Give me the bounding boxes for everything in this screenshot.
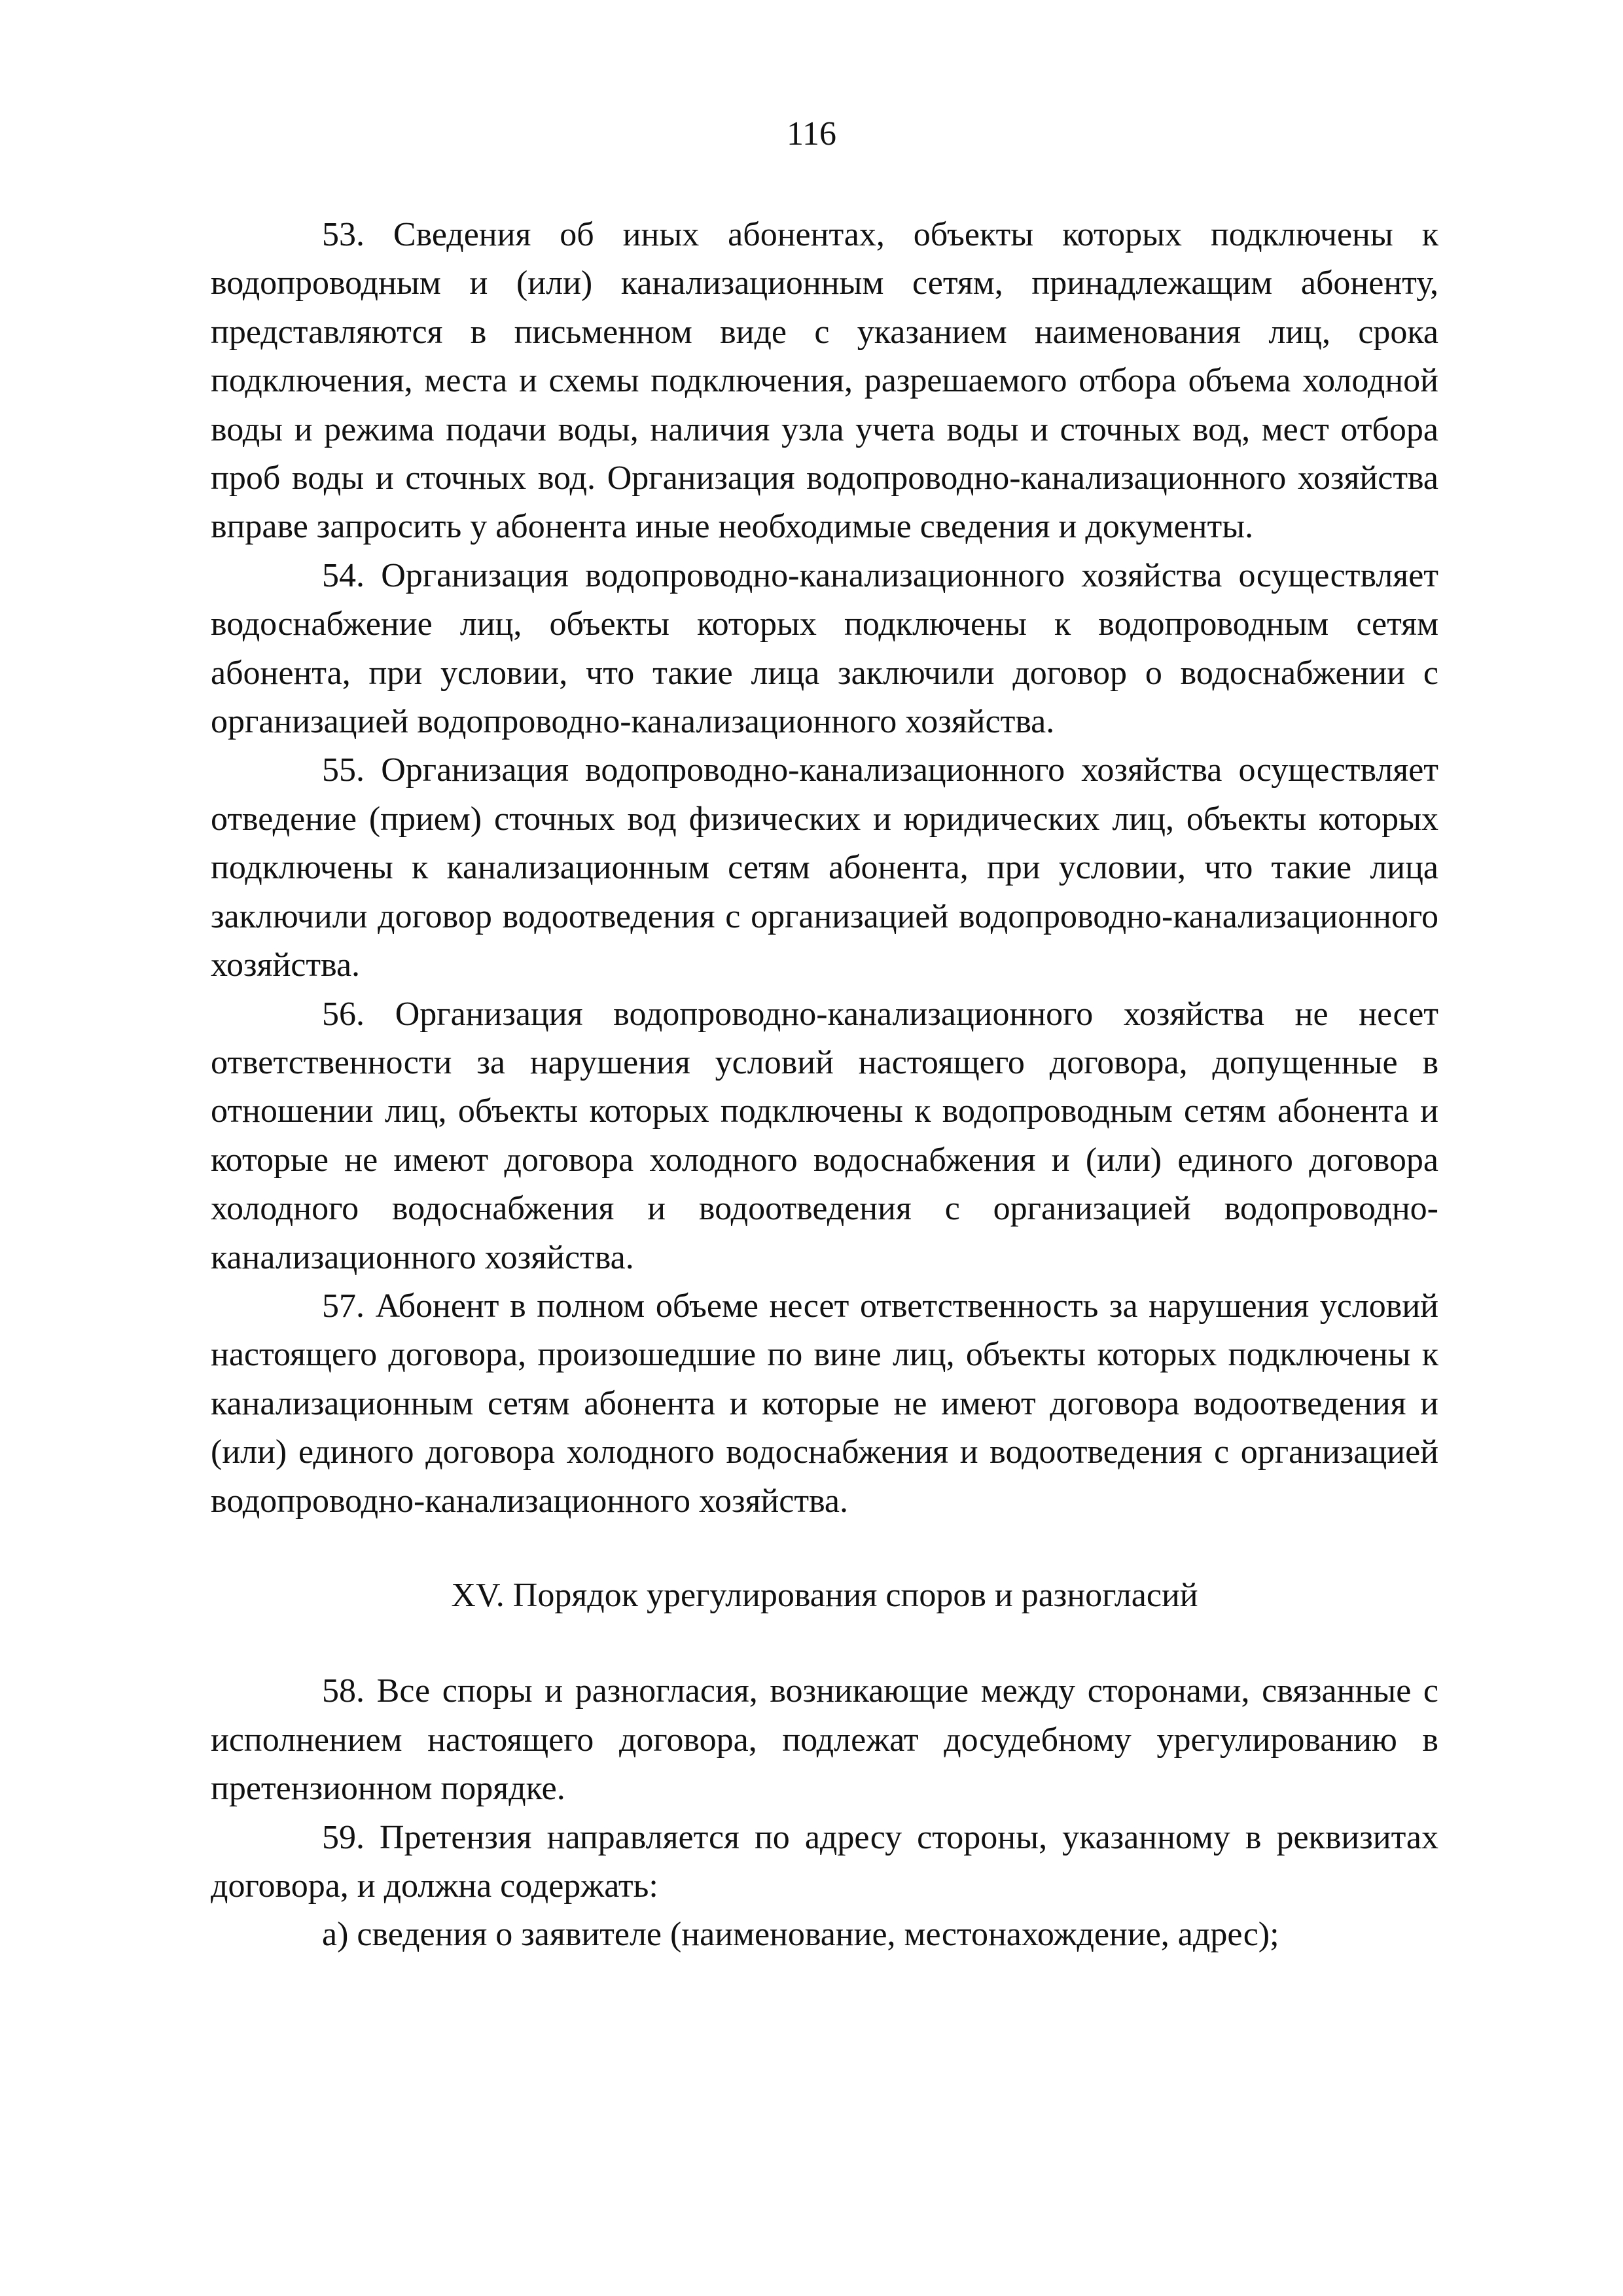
- clause-number: 55.: [322, 751, 365, 789]
- clause-number: 53.: [322, 216, 365, 253]
- clause-number: 58.: [322, 1672, 365, 1710]
- clause-55: [211, 746, 1438, 990]
- document-body: [211, 211, 1438, 1960]
- clause-58: [211, 1667, 1438, 1813]
- clause-text: Организация водопроводно-канализационного хозяйства осуществляет водоснабжение лиц, объекты которых подключены к водопроводным сетям абонента, при условии, что такие лица заключили договор о водоснабжении с организацией водопроводно-канализационного хозяйства.: [211, 556, 1438, 741]
- list-item-a: [211, 1910, 1438, 1959]
- clause-number: 56.: [322, 995, 365, 1033]
- clause-text: Организация водопроводно-канализационного хозяйства осуществляет отведение (прием) сточных вод физических и юридических лиц, объекты которых подключены к канализационным сетям абонента, при условии, что такие лица заключили договор водоотведения с организацией водопроводно-канализационного хозяйства.: [211, 751, 1438, 984]
- clause-number: 59.: [322, 1818, 365, 1856]
- clause-56: [211, 990, 1438, 1282]
- clause-57: [211, 1282, 1438, 1526]
- clause-59: [211, 1814, 1438, 1911]
- clause-number: 57.: [322, 1287, 365, 1325]
- page-number: 116: [786, 115, 837, 152]
- list-item-marker: а): [322, 1916, 349, 1954]
- clause-text: Претензия направляется по адресу стороны, указанному в реквизитах договора, и должна содержать:: [211, 1818, 1439, 1905]
- clause-54: [211, 552, 1438, 747]
- clause-text: Все споры и разногласия, возникающие между сторонами, связанные с исполнением настоящего договора, подлежат досудебному урегулированию в претензионном порядке.: [211, 1672, 1439, 1808]
- clause-text: Сведения об иных абонентах, объекты которых подключены к водопроводным и (или) канализационным сетям, принадлежащим абоненту, представляются в письменном виде с указанием наименования лиц, срока подключения, места и схемы подключения, разрешаемого отбора объема холодной воды и режима подачи воды, наличия узла учета воды и сточных вод, мест отбора проб воды и сточных вод. Организация водопроводно-канализационного хозяйства вправе запросить у абонента иные необходимые сведения и документы.: [211, 216, 1438, 546]
- clause-number: 54.: [322, 556, 365, 594]
- clause-53: [211, 211, 1438, 552]
- list-item-text: сведения о заявителе (наименование, местонахождение, адрес);: [357, 1916, 1279, 1954]
- section-heading: XV. Порядок урегулирования споров и разногласий: [451, 1576, 1198, 1614]
- clause-text: Организация водопроводно-канализационного хозяйства не несет ответственности за нарушения условий настоящего договора, допущенные в отношении лиц, объекты которых подключены к водопроводным сетям абонента и которые не имеют договора холодного водоснабжения и (или) единого договора холодного водоснабжения и водоотведения с организацией водопроводно-канализационного хозяйства.: [211, 995, 1439, 1276]
- clause-text: Абонент в полном объеме несет ответственность за нарушения условий настоящего договора, произошедшие по вине лиц, объекты которых подключены к канализационным сетям абонента и которые не имеют договора водоотведения и (или) единого договора холодного водоснабжения и водоотведения с организацией водопроводно-канализационного хозяйства.: [211, 1287, 1439, 1520]
